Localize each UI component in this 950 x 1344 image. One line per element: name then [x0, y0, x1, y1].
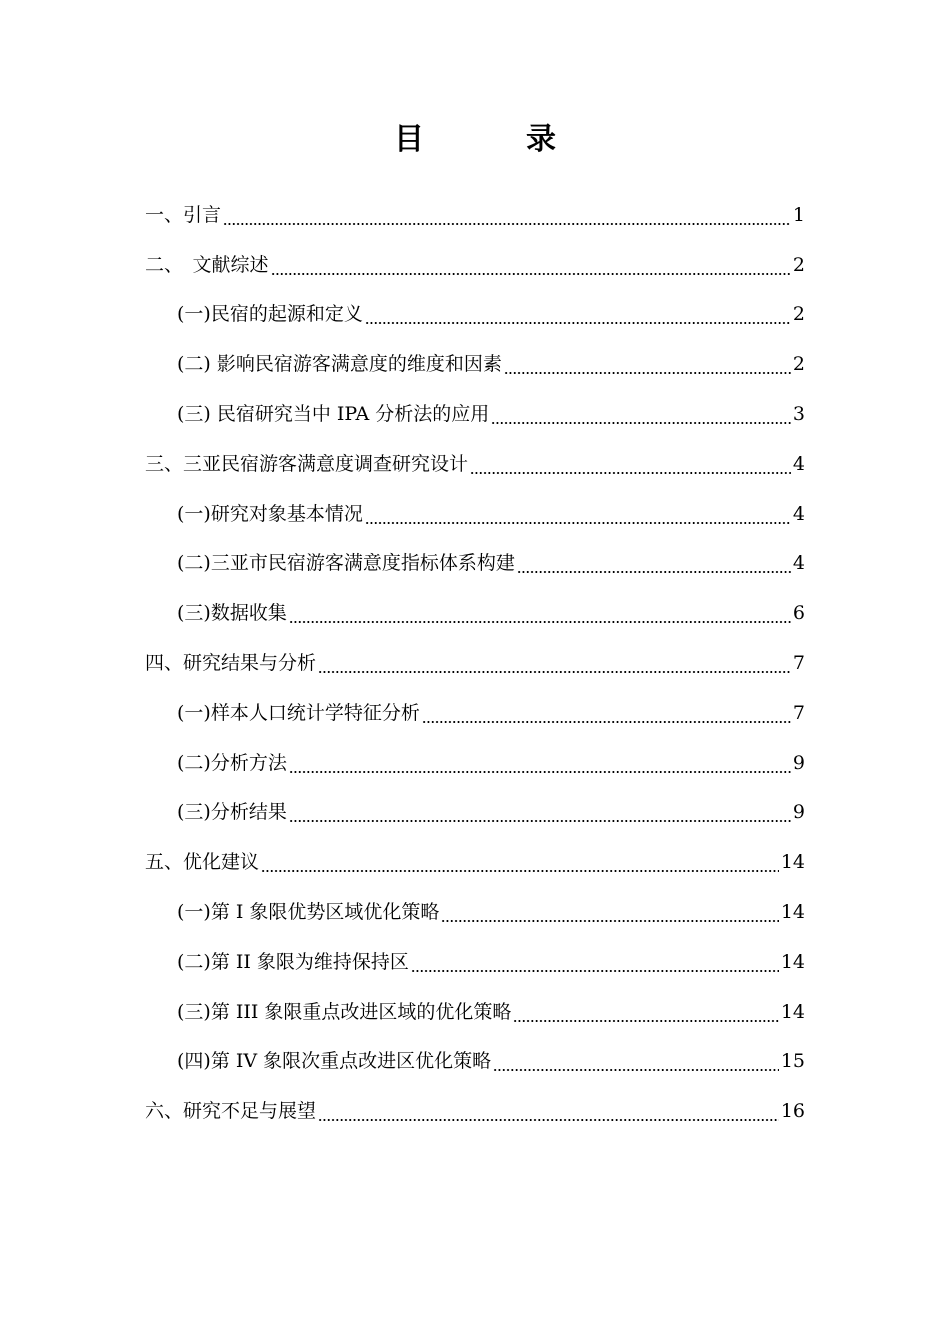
toc-entry-page-number: 9	[792, 751, 805, 774]
toc-entry[interactable]	[0, 290, 805, 340]
dot-leader	[441, 920, 778, 922]
toc-entry[interactable]	[0, 439, 805, 489]
toc-entry-label: (一)第 I 象限优势区域优化策略	[177, 901, 440, 924]
toc-entry-label: (二)三亚市民宿游客满意度指标体系构建	[177, 552, 515, 575]
toc-entry[interactable]	[0, 887, 805, 937]
dot-leader	[271, 273, 791, 275]
table-of-contents	[0, 190, 950, 1136]
dot-leader	[365, 322, 791, 324]
toc-entry-page-number: 7	[792, 701, 805, 724]
toc-entry-page-number: 4	[792, 452, 805, 475]
toc-entry-page-number: 15	[780, 1050, 805, 1073]
toc-entry-page-number: 4	[792, 552, 805, 575]
toc-entry-label: 三、三亚民宿游客满意度调查研究设计	[145, 452, 469, 475]
dot-leader	[289, 820, 791, 822]
dot-leader	[261, 870, 779, 872]
toc-entry[interactable]	[0, 987, 805, 1037]
toc-entry-label: 一、引言	[145, 203, 222, 226]
toc-entry-label: (一)样本人口统计学特征分析	[177, 701, 420, 724]
toc-entry-page-number: 3	[792, 403, 805, 426]
toc-entry[interactable]	[0, 190, 805, 240]
toc-entry-label: (三) 民宿研究当中 IPA 分析法的应用	[177, 403, 490, 426]
dot-leader	[411, 970, 779, 972]
dot-leader	[289, 621, 791, 623]
toc-entry[interactable]	[0, 837, 805, 887]
toc-entry-label: (三)第 III 象限重点改进区域的优化策略	[177, 1000, 512, 1023]
toc-entry[interactable]	[0, 788, 805, 838]
toc-entry[interactable]	[0, 638, 805, 688]
toc-entry-page-number: 2	[792, 303, 805, 326]
toc-entry-label: 二、 文献综述	[145, 253, 269, 276]
toc-entry[interactable]	[0, 489, 805, 539]
toc-entry[interactable]	[0, 240, 805, 290]
toc-entry-page-number: 7	[792, 652, 805, 675]
toc-entry[interactable]	[0, 937, 805, 987]
toc-entry-label: (三)分析结果	[177, 801, 287, 824]
dot-leader	[517, 571, 791, 573]
toc-entry[interactable]	[0, 588, 805, 638]
toc-entry-page-number: 6	[792, 602, 805, 625]
dot-leader	[318, 1119, 779, 1121]
toc-entry[interactable]	[0, 389, 805, 439]
toc-entry-page-number: 14	[780, 851, 805, 874]
toc-entry-label: (一)研究对象基本情况	[177, 502, 363, 525]
toc-entry-label: (三)数据收集	[177, 602, 287, 625]
toc-entry-label: (二) 影响民宿游客满意度的维度和因素	[177, 353, 502, 376]
toc-entry-label: (一)民宿的起源和定义	[177, 303, 363, 326]
toc-entry-page-number: 1	[792, 203, 805, 226]
toc-entry[interactable]	[0, 688, 805, 738]
toc-entry-page-number: 2	[792, 253, 805, 276]
dot-leader	[470, 472, 791, 474]
toc-entry[interactable]	[0, 339, 805, 389]
toc-entry[interactable]	[0, 1086, 805, 1136]
toc-entry[interactable]	[0, 738, 805, 788]
toc-entry-label: (四)第 IV 象限次重点改进区优化策略	[177, 1050, 492, 1073]
toc-entry-page-number: 14	[780, 950, 805, 973]
toc-entry-page-number: 9	[792, 801, 805, 824]
toc-entry-label: 六、研究不足与展望	[145, 1100, 317, 1123]
toc-entry-page-number: 4	[792, 502, 805, 525]
toc-entry-page-number: 16	[780, 1100, 805, 1123]
dot-leader	[504, 372, 791, 374]
toc-entry[interactable]	[0, 539, 805, 589]
toc-entry-label: 四、研究结果与分析	[145, 652, 317, 675]
dot-leader	[513, 1020, 778, 1022]
dot-leader	[365, 522, 791, 524]
toc-entry-page-number: 14	[780, 1000, 805, 1023]
toc-entry-label: (二)第 II 象限为维持保持区	[177, 950, 409, 973]
dot-leader	[422, 721, 791, 723]
toc-entry-page-number: 2	[792, 353, 805, 376]
toc-title: 目 录	[394, 122, 592, 157]
dot-leader	[223, 223, 791, 225]
dot-leader	[493, 1069, 779, 1071]
dot-leader	[491, 422, 791, 424]
toc-entry[interactable]	[0, 1037, 805, 1087]
toc-entry-page-number: 14	[780, 901, 805, 924]
dot-leader	[289, 771, 791, 773]
toc-entry-label: (二)分析方法	[177, 751, 287, 774]
dot-leader	[318, 671, 791, 673]
toc-entry-label: 五、优化建议	[145, 851, 260, 874]
